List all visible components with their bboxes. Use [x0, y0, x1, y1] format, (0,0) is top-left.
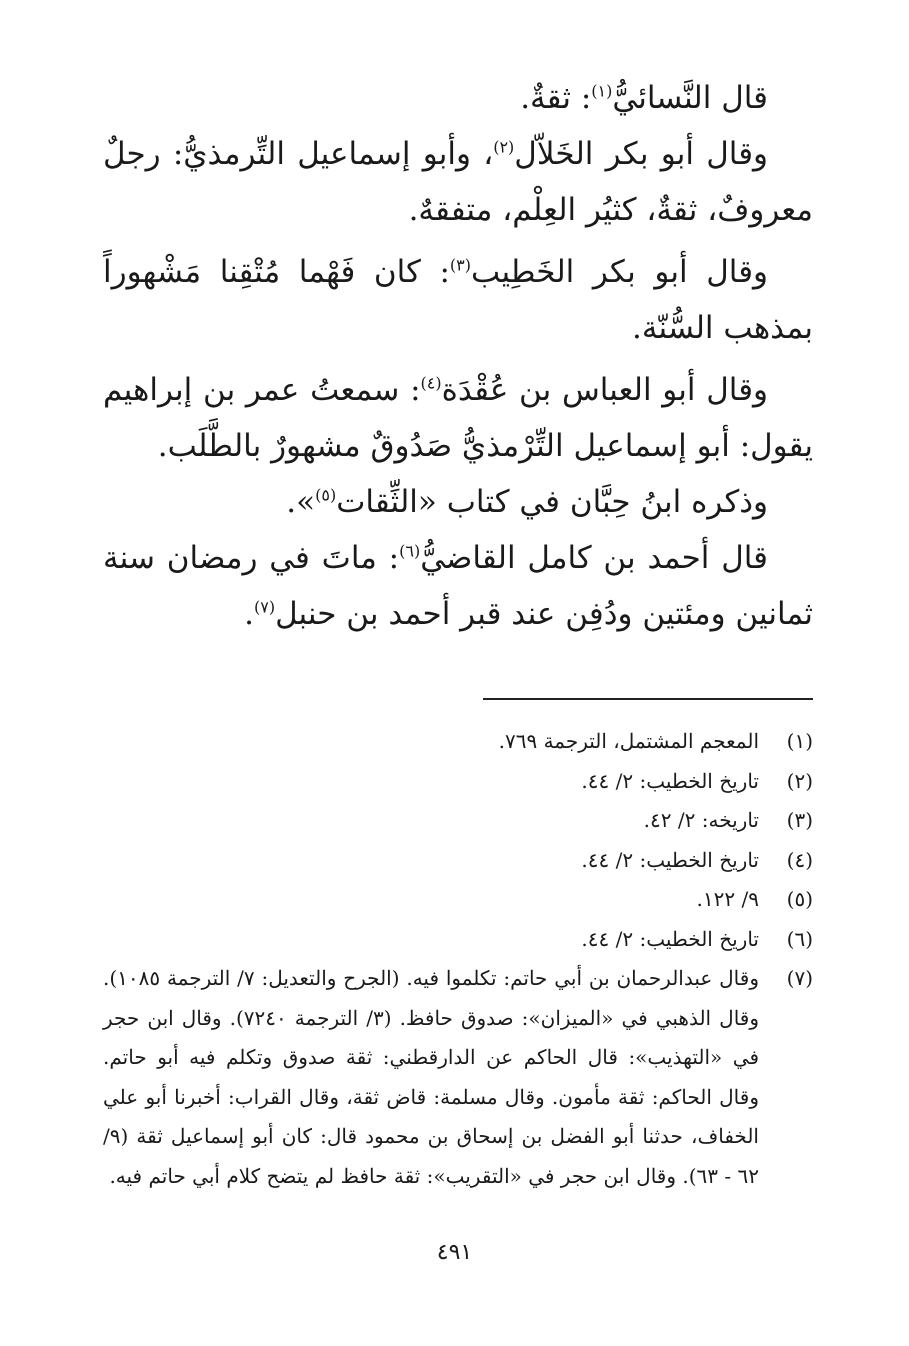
footnote-text: تاريخه: ٢/ ٤٢. [643, 808, 759, 832]
paragraph-hibban: وذكره ابنُ حِبَّان في كتاب «الثِّقات$^{(٥)}$». [286, 484, 768, 520]
footnote-text: وقال عبدالرحمان بن أبي حاتم: تكلموا فيه. (الجرح والتعديل: ٧/ الترجمة ١٠٨٥). وقال الذهبي في «الميزان»: صدوق حافظ. (٣/ الترجمة ٧٢٤٠). وقال ابن حجر في «التهذيب»: قال الحاكم عن الدارقطني: ثقة صدوق وتكلم فيه أبو حاتم. وقال الحاكم: ثقة مأمون. وقال مسلمة: قاض ثقة، وقال القراب: أخبرنا أبو علي الخفاف، حدثنا أبو الفضل بن إسحاق بن محمود قال: كان أبو إسماعيل ثقة (٩/ ٦٢ - ٦٣). وقال ابن حجر في «التقريب»: ثقة حافظ لم يتضح كلام أبي حاتم فيه. [103, 966, 760, 1188]
page-number: ٤٩١ [436, 1240, 473, 1265]
footnote-number: (٧) [786, 966, 813, 990]
footnote-text: تاريخ الخطيب: ٢/ ٤٤. [581, 847, 759, 872]
paragraph-khatib: وقال أبو بكر الخَطِيب$^{(٣)}$: كان فَهْما مُتْقِنا مَشْهوراً بمذهب السُّنّة. [103, 254, 813, 346]
footnote-number: (٦) [786, 926, 813, 951]
footnote-separator [483, 698, 813, 700]
footnote-text: تاريخ الخطيب: ٢/ ٤٤. [581, 926, 759, 951]
footnote-number: (٥) [786, 887, 813, 911]
footnote-number: (١) [786, 729, 813, 753]
footnote-ref: (٧) [253, 597, 276, 617]
footnote [103, 762, 813, 802]
paragraph-nasai: قال النَّسائيُّ$^{(١)}$: ثقةٌ. [520, 80, 768, 116]
footnote [103, 959, 813, 1196]
footnote-number: (٢) [786, 768, 813, 793]
footnote-ref: (٤) [420, 373, 442, 393]
main-text [103, 70, 813, 642]
footnote-ref: (٦) [399, 541, 421, 561]
paragraph-uqda: وقال أبو العباس بن عُقْدَة$^{(٤)}$: سمعتُ عمر بن إبراهيم يقول: أبو إسماعيل التِّرْمذيُّ صَدُوقٌ مشهورٌ بالطَّلَب. [103, 372, 813, 464]
paragraph-qadi: قال أحمد بن كامل القاضيُّ$^{(٦)}$: ماتَ في رمضان سنة ثمانين ومئتين ودُفِن عند قبر أحمد بن حنبل$^{(٧)}$. [103, 540, 813, 632]
footnote [103, 722, 813, 762]
footnote [103, 880, 813, 920]
paragraph-khallal: وقال أبو بكر الخَلاّل$^{(٢)}$، وأبو إسماعيل التِّرمذيُّ: رجلٌ معروفٌ، ثقةٌ، كثيُر العِلْم، متفقهٌ. [103, 136, 813, 228]
footnote-number: (٤) [786, 847, 813, 872]
footnote-ref: (٢) [493, 137, 515, 157]
footnote-text: المعجم المشتمل، الترجمة ٧٦٩. [498, 729, 759, 753]
footnote-text: ٩/ ١٢٢. [696, 887, 759, 911]
footnote-text: تاريخ الخطيب: ٢/ ٤٤. [581, 768, 759, 793]
footnote-ref: (٥) [315, 485, 337, 505]
footnote [103, 841, 813, 881]
footnote [103, 920, 813, 960]
footnote-ref: (١) [591, 81, 613, 101]
footnote [103, 801, 813, 841]
footnote-ref: (٣) [449, 255, 471, 275]
footnote-number: (٣) [786, 808, 813, 832]
footnotes [103, 722, 813, 1196]
